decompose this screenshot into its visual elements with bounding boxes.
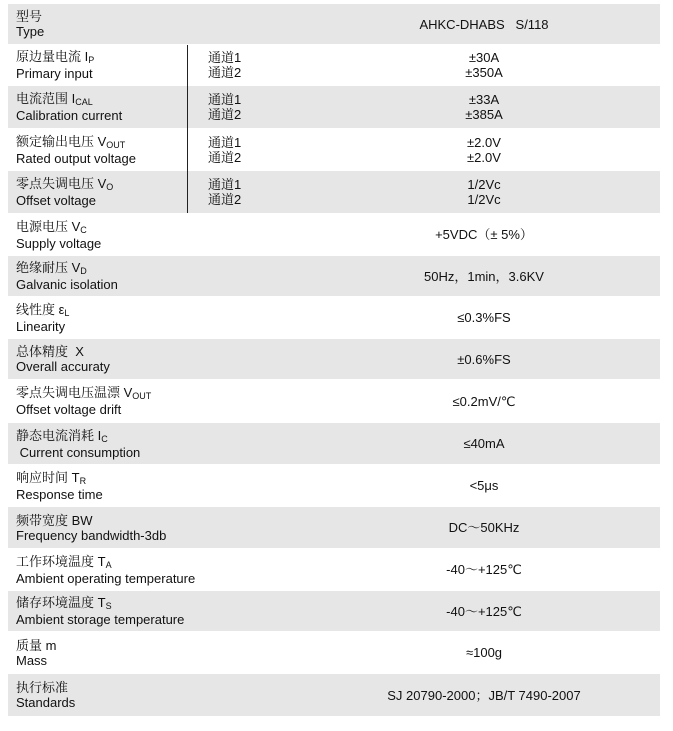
label bbox=[16, 339, 110, 379]
spec-row-rated-output-voltage bbox=[8, 129, 660, 170]
label-en: Ambient operating temperature bbox=[16, 570, 196, 586]
channel-2-label: 通道2 bbox=[208, 65, 242, 80]
value: ≈100g bbox=[465, 645, 503, 660]
label-zh: 型号 bbox=[16, 9, 43, 24]
label-zh: 执行标准 bbox=[16, 680, 69, 695]
label-en: Offset voltage bbox=[16, 193, 96, 208]
spec-row-primary-input bbox=[8, 45, 660, 85]
label bbox=[16, 591, 184, 631]
value: ±0.6%FS bbox=[457, 351, 511, 367]
label bbox=[16, 674, 75, 716]
value-cell bbox=[308, 86, 660, 128]
label-en: Offset voltage drift bbox=[16, 402, 122, 417]
value-ch1: ±2.0V bbox=[467, 134, 501, 150]
label bbox=[16, 549, 195, 590]
value: <5μs bbox=[469, 478, 499, 493]
spec-row-mass bbox=[8, 632, 660, 673]
label bbox=[16, 507, 166, 548]
spec-row-galvanic-isolation bbox=[8, 256, 660, 296]
label bbox=[16, 297, 69, 338]
channel-divider-line bbox=[187, 45, 188, 213]
value: SJ 20790-2000；JB/T 7490-2007 bbox=[387, 687, 581, 703]
spec-row-linearity bbox=[8, 297, 660, 338]
value-cell bbox=[308, 591, 660, 631]
channel-cell bbox=[208, 45, 241, 85]
label-en: Overall accuraty bbox=[16, 359, 110, 374]
label-en: Linearity bbox=[16, 318, 66, 334]
label-en: Galvanic isolation bbox=[16, 277, 118, 292]
value-cell bbox=[308, 549, 660, 590]
spec-row-response-time bbox=[8, 465, 660, 506]
value: -40～+125℃ bbox=[446, 562, 522, 577]
label-en: Primary input bbox=[16, 66, 93, 81]
value-cell bbox=[308, 339, 660, 379]
channel-1-label: 通道1 bbox=[208, 50, 242, 65]
spec-row-frequency-bandwidth bbox=[8, 507, 660, 548]
label-zh: 额定输出电压 $V_{OUT}$ bbox=[16, 133, 126, 150]
label-zh: 线性度 $\varepsilon_L$ bbox=[16, 301, 70, 318]
spec-row-ambient-storage-temperature bbox=[8, 591, 660, 631]
value-cell bbox=[308, 674, 660, 716]
label-en: Ambient storage temperature bbox=[16, 612, 185, 627]
channel-cell bbox=[208, 129, 241, 170]
label-zh: 零点失调电压 $V_O$ bbox=[16, 176, 114, 192]
channel-1-label: 通道1 bbox=[208, 134, 242, 150]
label-zh: 原边量电流 $I_P$ bbox=[16, 49, 95, 65]
value: AHKC-DHABS S/118 bbox=[419, 16, 549, 32]
label-en: Frequency bandwidth-3db bbox=[16, 527, 167, 543]
spec-row-standards bbox=[8, 674, 660, 716]
spec-row-overall-accuracy bbox=[8, 339, 660, 379]
label bbox=[16, 171, 113, 213]
label-zh: 工作环境温度 $T_A$ bbox=[16, 553, 112, 570]
channel-1-label: 通道1 bbox=[208, 177, 242, 192]
spec-row-ambient-operating-temperature bbox=[8, 549, 660, 590]
label-en: Current consumption bbox=[16, 444, 141, 460]
label bbox=[16, 4, 44, 44]
value-cell bbox=[308, 129, 660, 170]
value-cell bbox=[308, 297, 660, 338]
label-en: Standards bbox=[16, 695, 76, 710]
channel-2-label: 通道2 bbox=[208, 149, 242, 165]
label bbox=[16, 632, 56, 673]
value-cell bbox=[308, 256, 660, 296]
spec-row-current-consumption bbox=[8, 423, 660, 464]
label-zh: 绝缘耐压 $V_D$ bbox=[16, 260, 87, 276]
label bbox=[16, 380, 151, 422]
label-zh: 电流范围 $I_{CAL}$ bbox=[16, 91, 93, 107]
label-zh: 质量 m bbox=[16, 637, 57, 653]
label bbox=[16, 86, 122, 128]
label-zh: 储存环境温度 $T_S$ bbox=[16, 595, 112, 611]
label-zh: 零点失调电压温漂 $V_{OUT}$ bbox=[16, 385, 152, 401]
channel-1-label: 通道1 bbox=[208, 92, 242, 107]
channel-cell bbox=[208, 86, 241, 128]
value: DC～50KHz bbox=[448, 520, 520, 535]
value-ch2: 1/2Vc bbox=[467, 192, 501, 207]
label-en: Supply voltage bbox=[16, 235, 102, 251]
value-cell bbox=[308, 507, 660, 548]
channel-2-label: 通道2 bbox=[208, 107, 242, 122]
value-cell bbox=[308, 632, 660, 673]
label bbox=[16, 45, 94, 85]
value-cell bbox=[308, 465, 660, 506]
label-zh: 响应时间 $T_R$ bbox=[16, 469, 87, 486]
label-en: Calibration current bbox=[16, 108, 123, 123]
spec-row-supply-voltage bbox=[8, 214, 660, 255]
label bbox=[16, 256, 118, 296]
label-zh: 静态电流消耗 $I_C$ bbox=[16, 427, 108, 444]
value-ch2: ±385A bbox=[465, 107, 503, 122]
value-cell bbox=[308, 4, 660, 44]
channel-2-label: 通道2 bbox=[208, 192, 242, 207]
value-cell bbox=[308, 45, 660, 85]
spec-row-calibration-current bbox=[8, 86, 660, 128]
label-en: Type bbox=[16, 24, 45, 39]
value-cell bbox=[308, 380, 660, 422]
label-zh: 总体精度 X bbox=[16, 344, 84, 359]
value-ch2: ±2.0V bbox=[467, 149, 501, 165]
label bbox=[16, 465, 103, 506]
label-zh: 频带宽度 BW bbox=[16, 512, 93, 528]
spec-row-type bbox=[8, 4, 660, 44]
label-en: Mass bbox=[16, 652, 48, 668]
value: 50Hz，1min，3.6KV bbox=[424, 268, 544, 284]
label bbox=[16, 129, 136, 170]
spec-row-offset-voltage bbox=[8, 171, 660, 213]
label bbox=[16, 214, 101, 255]
value-cell bbox=[308, 423, 660, 464]
label bbox=[16, 423, 140, 464]
label-zh: 电源电压 $V_C$ bbox=[16, 218, 87, 235]
value-cell bbox=[308, 171, 660, 213]
value: ≤40mA bbox=[463, 436, 505, 451]
spec-row-offset-voltage-drift bbox=[8, 380, 660, 422]
label-en: Response time bbox=[16, 486, 103, 502]
channel-cell bbox=[208, 171, 241, 213]
value-ch1: ±30A bbox=[468, 50, 500, 65]
value: ≤0.3%FS bbox=[457, 310, 511, 325]
value-cell bbox=[308, 214, 660, 255]
value-ch1: 1/2Vc bbox=[467, 177, 501, 192]
value: -40～+125℃ bbox=[446, 603, 522, 619]
value: ≤0.2mV/℃ bbox=[452, 393, 516, 409]
value-ch1: ±33A bbox=[468, 92, 500, 107]
value: +5VDC（± 5%） bbox=[435, 227, 533, 242]
value-ch2: ±350A bbox=[465, 65, 503, 80]
label-en: Rated output voltage bbox=[16, 150, 136, 166]
